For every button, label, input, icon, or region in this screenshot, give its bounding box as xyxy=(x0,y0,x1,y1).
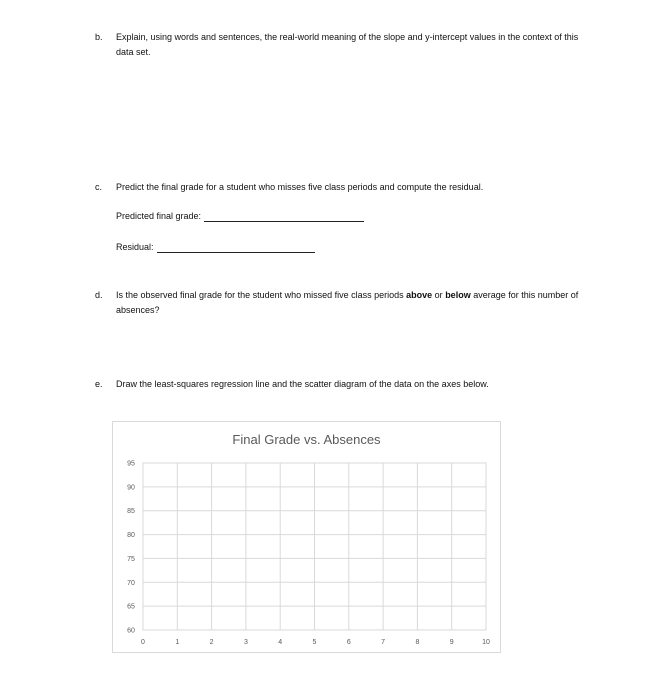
x-tick-label-6: 6 xyxy=(346,639,351,646)
y-tick-label-75: 75 xyxy=(127,555,135,563)
x-tick-label-9: 9 xyxy=(449,639,454,646)
y-tick-label-70: 70 xyxy=(127,579,135,587)
x-tick-label-5: 5 xyxy=(312,639,317,646)
residual-label: Residual: xyxy=(116,242,154,252)
question-c-line1: Predict the final grade for a student who misses five class periods and compute the residual. xyxy=(116,182,484,192)
residual-field[interactable] xyxy=(116,241,315,253)
x-tick-label-3: 3 xyxy=(243,639,248,646)
x-tick-label-8: 8 xyxy=(415,639,420,646)
question-d-bold-above: above xyxy=(406,290,433,300)
question-c-letter: c. xyxy=(95,182,103,192)
y-tick-label-65: 65 xyxy=(127,603,135,611)
y-tick-label-80: 80 xyxy=(127,532,135,540)
question-b-letter: b. xyxy=(95,32,103,42)
question-e-line1: Draw the least-squares regression line and the scatter diagram of the data on the axes below. xyxy=(116,379,489,389)
y-tick-label-95: 95 xyxy=(127,460,135,468)
residual-blank[interactable] xyxy=(157,242,315,253)
question-d-text-pre: Is the observed final grade for the student who missed five class periods xyxy=(116,290,407,300)
question-d-line2: absences? xyxy=(116,305,160,315)
question-d-bold-below: below xyxy=(445,290,471,300)
y-tick-label-85: 85 xyxy=(127,508,135,516)
chart-plot[interactable] xyxy=(113,422,500,652)
question-d-text-mid: or xyxy=(432,290,446,300)
x-tick-label-7: 7 xyxy=(381,639,386,646)
x-tick-label-2: 2 xyxy=(209,639,214,646)
predicted-grade-label: Predicted final grade: xyxy=(116,211,202,221)
x-tick-label-10: 10 xyxy=(482,639,490,646)
predicted-grade-field[interactable] xyxy=(116,210,364,222)
chart-frame xyxy=(112,421,501,653)
question-b-line2: data set. xyxy=(116,47,151,57)
question-e-letter: e. xyxy=(95,379,103,389)
question-d-letter: d. xyxy=(95,290,103,300)
question-d-line1 xyxy=(116,288,578,303)
y-tick-label-60: 60 xyxy=(127,627,135,635)
predicted-grade-blank[interactable] xyxy=(204,211,364,222)
y-tick-label-90: 90 xyxy=(127,484,135,492)
x-tick-label-4: 4 xyxy=(278,639,283,646)
question-d-text-post: average for this number of xyxy=(470,290,579,300)
question-b-line1: Explain, using words and sentences, the real-world meaning of the slope and y-intercept values in the context of this xyxy=(116,32,579,42)
x-tick-label-0: 0 xyxy=(141,639,145,646)
chart-title: Final Grade vs. Absences xyxy=(232,432,381,447)
x-tick-label-1: 1 xyxy=(175,639,180,646)
